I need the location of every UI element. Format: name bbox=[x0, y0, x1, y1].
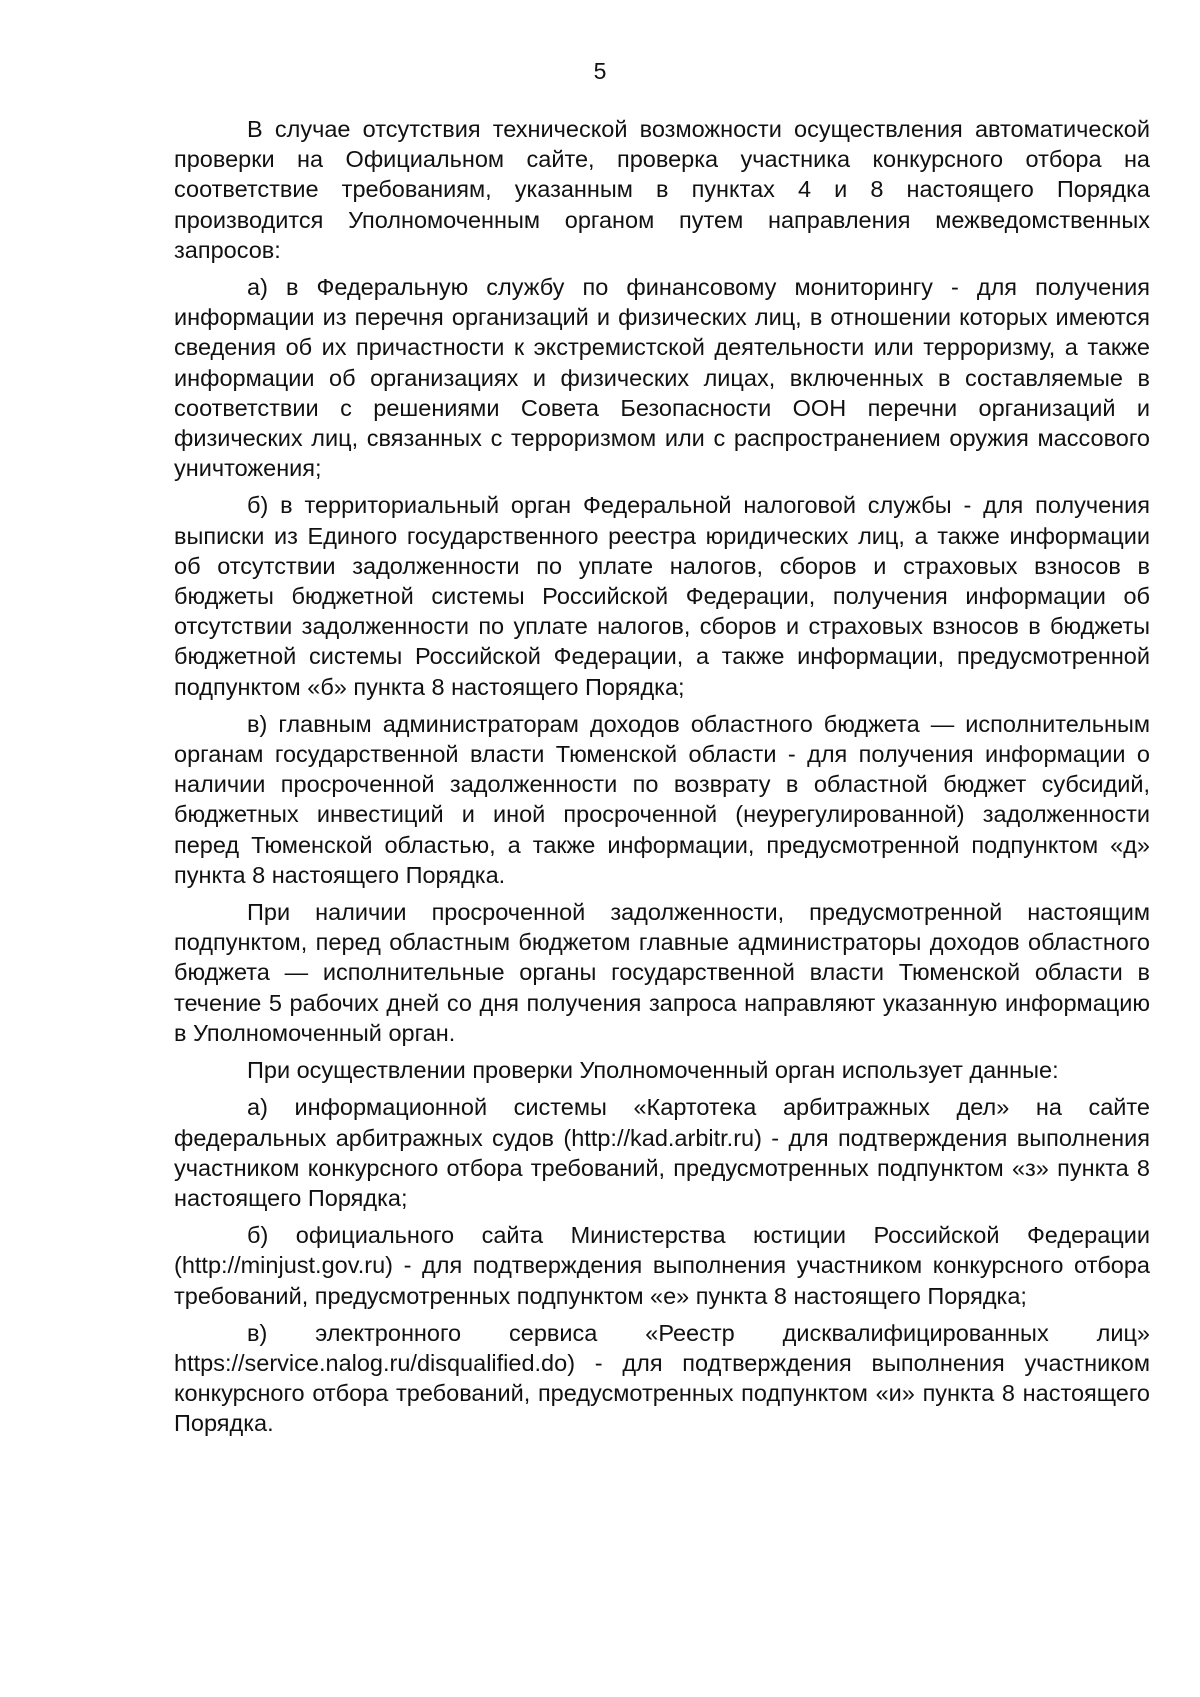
paragraph-verification-data: При осуществлении проверки Уполномоченный орган использует данные: bbox=[247, 1057, 1059, 1084]
paragraph-item-a-rosfinmonitoring: а) в Федеральную службу по финансовому мониторингу - для получения информации из перечня организаций и физических лиц, в отношении которых имеются сведения об их причастности к экстремистской деятельности или терроризму, а также информации об организациях и физических лицах, включенных в составляемые в соответствии с решениями Совета Безопасности ООН перечни организаций и физических лиц, связанных с терроризмом или с распространением оружия массового уничтожения; bbox=[174, 274, 1150, 482]
page-number: 5 bbox=[593, 58, 607, 84]
paragraph-item-v-revenue-administrators: в) главным администраторам доходов областного бюджета — исполнительным органам государственной власти Тюменской области - для получения информации о наличии просроченной задолженности по возврату в областной бюджет субсидий, бюджетных инвестиций и иной просроченной (неурегулированной) задолженности перед Тюменской областью, а также информации, предусмотренной подпунктом «д» пункта 8 настоящего Порядка. bbox=[174, 710, 1150, 888]
paragraph-data-a-arbitration: а) информационной системы «Картотека арбитражных дел» на сайте федеральных арбитражных судов (http://kad.arbitr.ru) - для подтверждения выполнения участником конкурсного отбора требований, предусмотренных подпунктом «з» пункта 8 настоящего Порядка; bbox=[174, 1094, 1150, 1211]
paragraph-data-b-minjust: б) официального сайта Министерства юстиции Российской Федерации (http://minjust.gov.ru) - для подтверждения выполнения участником конкурсного отбора требований, предусмотренных подпунктом «е» пункта 8 настоящего Порядка; bbox=[174, 1222, 1150, 1309]
paragraph-item-b-tax-service: б) в территориальный орган Федеральной налоговой службы - для получения выписки из Единого государственного реестра юридических лиц, а также информации об отсутствии задолженности по уплате налогов, сборов и страховых взносов в бюджеты бюджетной системы Российской Федерации, получения информации об отсутствии задолженности по уплате налогов, сборов и страховых взносов в бюджеты бюджетной системы Российской Федерации, а также информации, предусмотренной подпунктом «б» пункта 8 настоящего Порядка; bbox=[174, 492, 1150, 700]
paragraph-overdue-debt: При наличии просроченной задолженности, предусмотренной настоящим подпунктом, перед областным бюджетом главные администраторы доходов областного бюджета — исполнительные органы государственной власти Тюменской области в течение 5 рабочих дней со дня получения запроса направляют указанную информацию в Уполномоченный орган. bbox=[174, 899, 1150, 1046]
document-body bbox=[174, 114, 1150, 1446]
paragraph-data-v-disqualified-registry: в) электронного сервиса «Реестр дисквалифицированных лиц» https://service.nalog.ru/disqualified.do) - для подтверждения выполнения участником конкурсного отбора требований, предусмотренных подпунктом «и» пункта 8 настоящего Порядка. bbox=[174, 1319, 1150, 1437]
paragraph-intro: В случае отсутствия технической возможности осуществления автоматической проверки на Официальном сайте, проверка участника конкурсного отбора на соответствие требованиям, указанным в пунктах 4 и 8 настоящего Порядка производится Уполномоченным органом путем направления межведомственных запросов: bbox=[174, 116, 1150, 263]
